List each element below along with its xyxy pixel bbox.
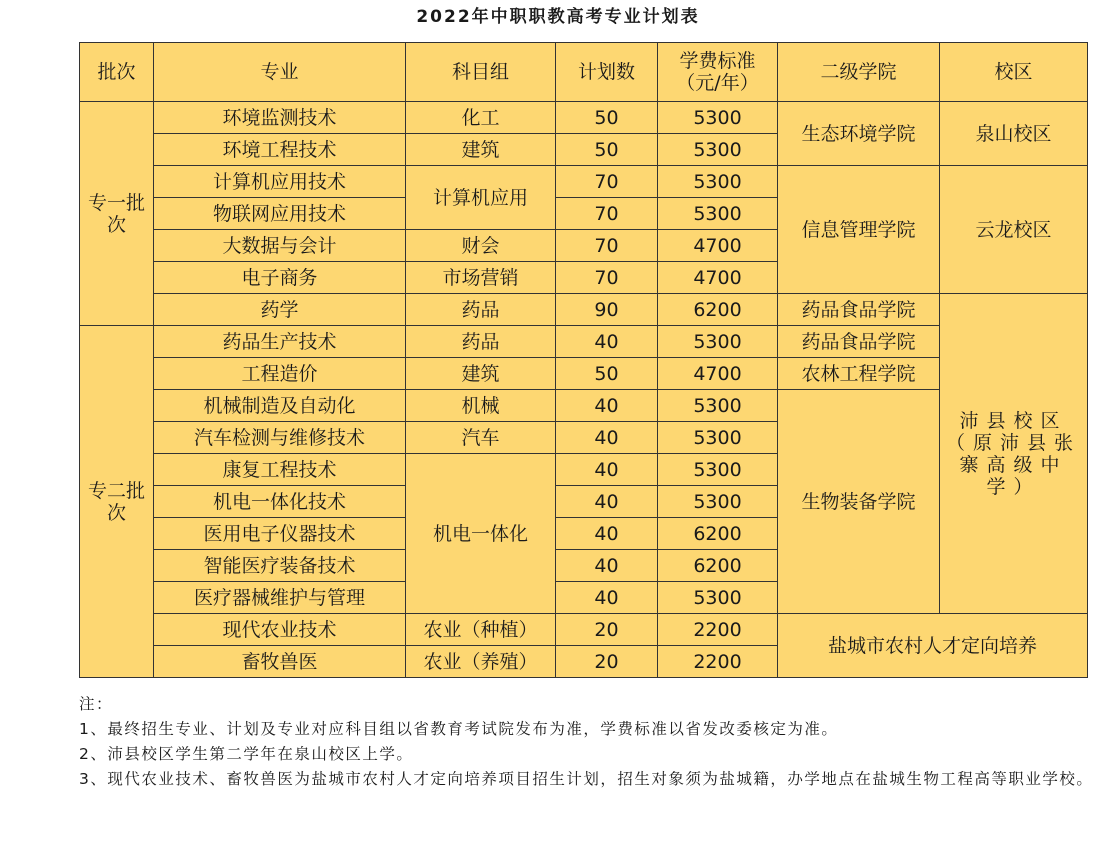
major-cell: 药学 [154,294,406,326]
notes [79,692,1095,792]
plan-count-cell: 70 [556,166,658,198]
major-cell: 医用电子仪器技术 [154,518,406,550]
plan-count-cell: 40 [556,454,658,486]
fee-cell: 4700 [658,230,778,262]
major-cell: 环境监测技术 [154,102,406,134]
major-cell: 现代农业技术 [154,614,406,646]
subject-group-cell: 机械 [406,390,556,422]
major-cell: 畜牧兽医 [154,646,406,678]
subject-group-cell: 计算机应用 [406,166,556,230]
major-cell: 机电一体化技术 [154,486,406,518]
major-cell: 大数据与会计 [154,230,406,262]
major-cell: 康复工程技术 [154,454,406,486]
plan-count-cell: 20 [556,614,658,646]
major-cell: 智能医疗装备技术 [154,550,406,582]
campus-cell: 云龙校区 [940,166,1088,294]
major-cell: 汽车检测与维修技术 [154,422,406,454]
major-cell: 工程造价 [154,358,406,390]
batch-second: 专二批次 [80,326,154,678]
major-cell: 环境工程技术 [154,134,406,166]
plan-count-cell: 90 [556,294,658,326]
subject-group-cell: 农业（养殖） [406,646,556,678]
table-row [80,166,1088,198]
fee-cell: 5300 [658,166,778,198]
table-header-row [80,43,1088,102]
major-cell: 物联网应用技术 [154,198,406,230]
subject-group-cell: 财会 [406,230,556,262]
table-row [80,358,1088,390]
fee-cell: 5300 [658,198,778,230]
fee-cell: 5300 [658,486,778,518]
major-cell: 药品生产技术 [154,326,406,358]
fee-cell: 5300 [658,582,778,614]
college-cell: 信息管理学院 [778,166,940,294]
plan-table [79,42,1088,678]
header-campus: 校区 [940,43,1088,102]
campus-cell: 泉山校区 [940,102,1088,166]
plan-count-cell: 40 [556,390,658,422]
fee-cell: 6200 [658,518,778,550]
table-row [80,390,1088,422]
subject-group-cell: 建筑 [406,134,556,166]
fee-cell: 6200 [658,550,778,582]
major-cell: 计算机应用技术 [154,166,406,198]
plan-count-cell: 40 [556,486,658,518]
plan-count-cell: 50 [556,358,658,390]
subject-group-cell: 汽车 [406,422,556,454]
header-plan-count: 计划数 [556,43,658,102]
batch-first: 专一批次 [80,102,154,326]
subject-group-cell: 药品 [406,326,556,358]
header-fee: 学费标准（元/年） [658,43,778,102]
fee-cell: 5300 [658,422,778,454]
plan-count-cell: 70 [556,198,658,230]
campus-cell: 沛县校区（原沛县张寨高级中学） [940,294,1088,614]
plan-count-cell: 20 [556,646,658,678]
fee-cell: 5300 [658,134,778,166]
table-row [80,102,1088,134]
header-subject-group: 科目组 [406,43,556,102]
plan-count-cell: 70 [556,262,658,294]
table-row [80,294,1088,326]
subject-group-cell: 农业（种植） [406,614,556,646]
plan-count-cell: 50 [556,134,658,166]
fee-cell: 5300 [658,390,778,422]
subject-group-cell: 市场营销 [406,262,556,294]
notes-heading: 注： [79,695,114,713]
college-cell: 药品食品学院 [778,294,940,326]
college-cell: 药品食品学院 [778,326,940,358]
fee-cell: 5300 [658,326,778,358]
subject-group-cell: 建筑 [406,358,556,390]
fee-cell: 4700 [658,358,778,390]
header-batch: 批次 [80,43,154,102]
subject-group-cell: 机电一体化 [406,454,556,614]
major-cell: 电子商务 [154,262,406,294]
note-item: 3、现代农业技术、畜牧兽医为盐城市农村人才定向培养项目招生计划，招生对象须为盐城籍，办学地点在盐城生物工程高等职业学校。 [79,770,1094,788]
fee-cell: 4700 [658,262,778,294]
subject-group-cell: 化工 [406,102,556,134]
college-cell: 农林工程学院 [778,358,940,390]
major-cell: 机械制造及自动化 [154,390,406,422]
plan-count-cell: 40 [556,582,658,614]
fee-cell: 2200 [658,614,778,646]
college-cell: 生态环境学院 [778,102,940,166]
fee-cell: 5300 [658,454,778,486]
plan-count-cell: 50 [556,102,658,134]
plan-count-cell: 40 [556,550,658,582]
table-row [80,614,1088,646]
plan-count-cell: 40 [556,518,658,550]
note-item: 1、最终招生专业、计划及专业对应科目组以省教育考试院发布为准，学费标准以省发改委核定为准。 [79,720,839,738]
table-row [80,326,1088,358]
header-college: 二级学院 [778,43,940,102]
fee-cell: 2200 [658,646,778,678]
fee-cell: 6200 [658,294,778,326]
college-cell: 生物装备学院 [778,390,940,614]
orientation-cell: 盐城市农村人才定向培养 [778,614,1088,678]
plan-count-cell: 70 [556,230,658,262]
page-title: 2022年中职职教高考专业计划表 [416,7,700,27]
major-cell: 医疗器械维护与管理 [154,582,406,614]
note-item: 2、沛县校区学生第二学年在泉山校区上学。 [79,745,414,763]
subject-group-cell: 药品 [406,294,556,326]
header-major: 专业 [154,43,406,102]
plan-count-cell: 40 [556,422,658,454]
fee-cell: 5300 [658,102,778,134]
plan-count-cell: 40 [556,326,658,358]
